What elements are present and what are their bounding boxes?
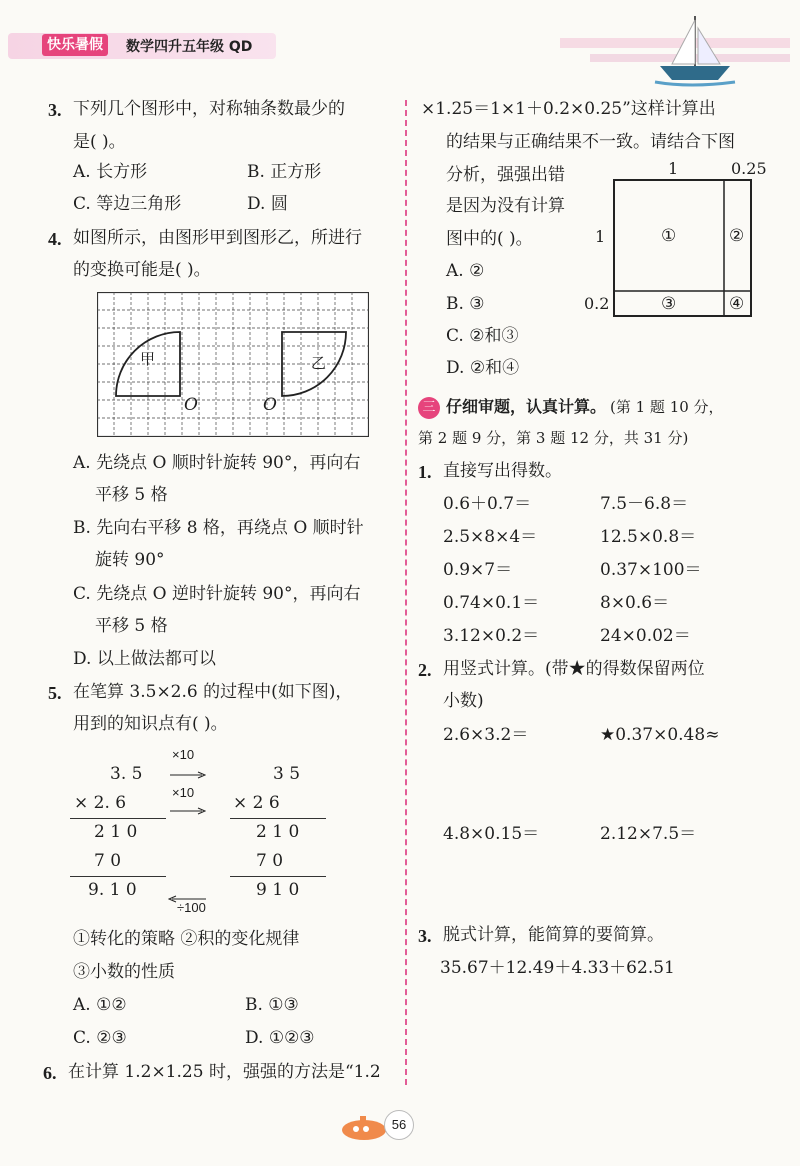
q6-line1: 在计算 1.2×1.25 时，强强的方法是“1.2 bbox=[68, 1062, 381, 1082]
page-number: 56 bbox=[384, 1110, 414, 1140]
q5-option-d: D. ①②③ bbox=[245, 1028, 315, 1048]
c1-title: 直接写出得数。 bbox=[443, 461, 562, 481]
c1-number: 1. bbox=[418, 462, 432, 482]
figure-yi-label: 乙 bbox=[311, 354, 327, 372]
fig-top-label-1: 1 bbox=[668, 159, 679, 178]
q4-option-c-line1: C. 先绕点 O 逆时针旋转 90°，再向右 bbox=[73, 584, 361, 604]
q3-line1: 下列几个图形中，对称轴条数最少的 bbox=[73, 99, 345, 119]
q4-line1: 如图所示，由图形甲到图形乙，所进行 bbox=[73, 228, 362, 248]
q6-cont-line3: 分析，强强出错 bbox=[446, 165, 565, 185]
fig-left-label-2: 0.2 bbox=[584, 294, 610, 313]
left-vm-row1: 3. 5 bbox=[110, 764, 143, 784]
point-o-right: O bbox=[263, 395, 277, 415]
q3-option-a: A. 长方形 bbox=[73, 162, 148, 182]
c2-item-3: 4.8×0.15＝ bbox=[443, 824, 540, 844]
fig-region-4: ④ bbox=[729, 294, 745, 314]
point-o-left: O bbox=[184, 395, 198, 415]
series-title: 快乐暑假 bbox=[42, 34, 108, 56]
c1-item-5b: 24×0.02＝ bbox=[600, 626, 691, 646]
q6-cont-line4: 是因为没有计算 bbox=[446, 196, 565, 216]
right-vm-row3: 2 1 0 bbox=[256, 822, 300, 842]
c2-title-line1: 用竖式计算。(带★的得数保留两位 bbox=[443, 659, 705, 679]
c1-item-2a: 2.5×8×4＝ bbox=[443, 527, 538, 547]
q5-option-a: A. ①② bbox=[73, 995, 127, 1015]
column-divider bbox=[405, 100, 407, 1085]
fig-left-label-1: 1 bbox=[595, 227, 606, 246]
figure-jia-label: 甲 bbox=[140, 350, 156, 368]
c1-item-1a: 0.6＋0.7＝ bbox=[443, 494, 532, 514]
q4-line2: 的变换可能是( )。 bbox=[73, 260, 211, 280]
q3-line2: 是( )。 bbox=[73, 132, 126, 152]
left-vm-row4: 7 0 bbox=[94, 851, 122, 871]
q6-cont-line2: 的结果与正确结果不一致。请结合下图 bbox=[446, 132, 735, 152]
c1-item-4b: 8×0.6＝ bbox=[600, 593, 670, 613]
right-vm-row1: 3 5 bbox=[273, 764, 301, 784]
q6-option-d: D. ②和④ bbox=[446, 358, 520, 378]
div100-label: ÷100 bbox=[177, 900, 206, 915]
q6-cont-line5: 图中的( )。 bbox=[446, 229, 533, 249]
c1-item-3b: 0.37×100＝ bbox=[600, 560, 702, 580]
book-subtitle: 数学四升五年级 QD bbox=[126, 39, 253, 55]
c1-item-5a: 3.12×0.2＝ bbox=[443, 626, 540, 646]
fig-region-2: ② bbox=[729, 226, 745, 246]
q6-option-a: A. ② bbox=[446, 261, 485, 281]
left-vm-row5: 9. 1 0 bbox=[88, 880, 137, 900]
c1-item-2b: 12.5×0.8＝ bbox=[600, 527, 697, 547]
fig-top-label-2: 0.25 bbox=[731, 159, 767, 178]
q4-option-a-line1: A. 先绕点 O 顺时针旋转 90°，再向右 bbox=[73, 453, 361, 473]
q5-number: 5. bbox=[48, 683, 62, 703]
q4-option-d: D. 以上做法都可以 bbox=[73, 649, 216, 669]
q4-option-a-line2: 平移 5 格 bbox=[95, 485, 168, 505]
c2-item-1: 2.6×3.2＝ bbox=[443, 725, 529, 745]
q3-option-c: C. 等边三角形 bbox=[73, 194, 182, 214]
times10-label-b: ×10 bbox=[172, 785, 195, 800]
left-vm-row2: × 2. 6 bbox=[74, 793, 127, 813]
transform-grid-figure bbox=[97, 292, 369, 437]
c1-item-1b: 7.5－6.8＝ bbox=[600, 494, 689, 514]
c1-item-4a: 0.74×0.1＝ bbox=[443, 593, 540, 613]
q5-knowledge-1: ①转化的策略 ②积的变化规律 bbox=[73, 929, 300, 949]
q6-option-c: C. ②和③ bbox=[446, 326, 519, 346]
q4-option-b-line1: B. 先向右平移 8 格，再绕点 O 顺时针 bbox=[73, 518, 364, 538]
right-vm-row5: 9 1 0 bbox=[256, 880, 300, 900]
section-three-score1: (第 1 题 10 分， bbox=[610, 398, 724, 416]
q3-number: 3. bbox=[48, 100, 62, 120]
c3-title: 脱式计算，能简算的要简算。 bbox=[443, 925, 664, 945]
q5-line1: 在笔算 3.5×2.6 的过程中(如下图)， bbox=[73, 682, 353, 702]
right-vm-rule2 bbox=[230, 876, 326, 877]
q6-option-b: B. ③ bbox=[446, 294, 485, 314]
section-three-title: 仔细审题，认真计算。 bbox=[446, 397, 607, 416]
left-vm-row3: 2 1 0 bbox=[94, 822, 138, 842]
section-three-score2: 第 2 题 9 分，第 3 题 12 分，共 31 分) bbox=[418, 429, 689, 447]
times10-label-a: ×10 bbox=[172, 747, 195, 762]
q5-option-b: B. ①③ bbox=[245, 995, 299, 1015]
c3-number: 3. bbox=[418, 926, 432, 946]
c2-title-line2: 小数) bbox=[443, 691, 484, 711]
q6-cont-line1: ×1.25＝1×1＋0.2×0.25”这样计算出 bbox=[421, 99, 716, 119]
right-vm-rule1 bbox=[230, 818, 326, 819]
c2-item-2: ★0.37×0.48≈ bbox=[600, 725, 720, 745]
boat-icon bbox=[560, 8, 790, 88]
section-three-icon: 三 bbox=[418, 397, 440, 419]
q5-knowledge-2: ③小数的性质 bbox=[73, 962, 175, 982]
c1-item-3a: 0.9×7＝ bbox=[443, 560, 513, 580]
q4-number: 4. bbox=[48, 229, 62, 249]
fig-region-3: ③ bbox=[661, 294, 677, 314]
q3-option-d: D. 圆 bbox=[247, 194, 288, 214]
fig-region-1: ① bbox=[661, 226, 677, 246]
arrow-right-b bbox=[170, 800, 206, 819]
right-vm-row2: × 2 6 bbox=[233, 793, 280, 813]
left-vm-rule1 bbox=[70, 818, 166, 819]
q4-option-c-line2: 平移 5 格 bbox=[95, 616, 168, 636]
c3-expression: 35.67＋12.49＋4.33＋62.51 bbox=[440, 958, 675, 978]
c2-item-4: 2.12×7.5＝ bbox=[600, 824, 697, 844]
q3-option-b: B. 正方形 bbox=[247, 162, 322, 182]
arrow-right-a bbox=[170, 764, 206, 783]
c2-number: 2. bbox=[418, 660, 432, 680]
q4-option-b-line2: 旋转 90° bbox=[95, 550, 165, 570]
q5-line2: 用到的知识点有( )。 bbox=[73, 714, 228, 734]
right-vm-row4: 7 0 bbox=[256, 851, 284, 871]
left-vm-rule2 bbox=[70, 876, 166, 877]
q5-option-c: C. ②③ bbox=[73, 1028, 127, 1048]
q6-number: 6. bbox=[43, 1063, 57, 1083]
